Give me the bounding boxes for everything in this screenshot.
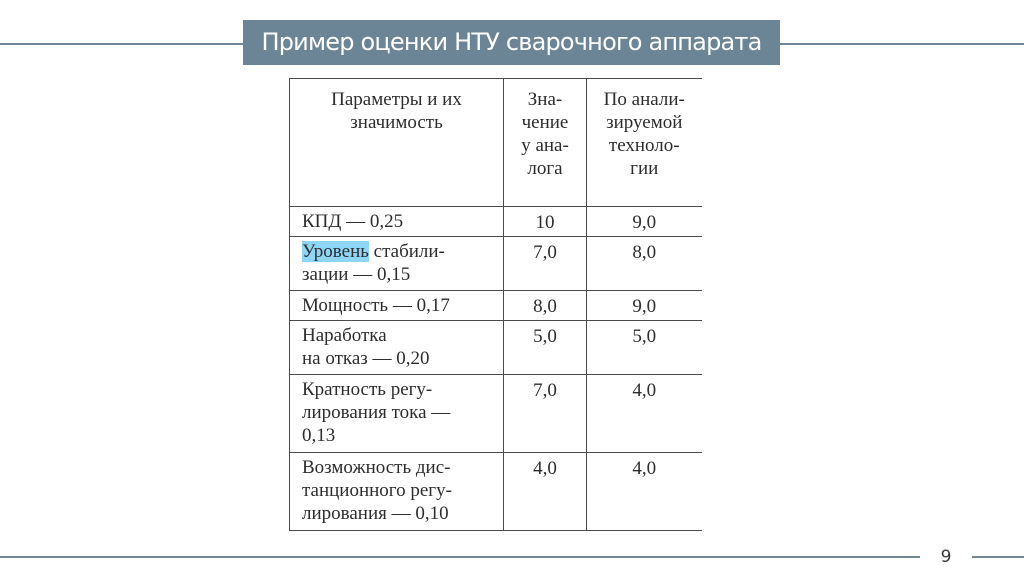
footer-divider-left (0, 556, 920, 558)
param-cell (290, 237, 504, 291)
param-cell: Мощность — 0,17 (290, 291, 504, 321)
footer-divider-right (972, 556, 1024, 558)
analog-value-cell: 5,0 (504, 321, 587, 375)
analyzed-value-cell: 8,0 (587, 237, 702, 291)
analog-value-cell: 8,0 (504, 291, 587, 321)
param-cell: Кратность регу- лирования тока — 0,13 (290, 375, 504, 453)
table-row (290, 375, 702, 453)
analog-value-cell: 10 (504, 207, 587, 237)
param-cell: Наработка на отказ — 0,20 (290, 321, 504, 375)
analog-value-cell: 7,0 (504, 375, 587, 453)
analyzed-value-cell: 4,0 (587, 453, 702, 531)
analyzed-value-cell: 9,0 (587, 291, 702, 321)
table-row (290, 453, 702, 531)
table-row (290, 291, 702, 321)
analog-value-cell: 7,0 (504, 237, 587, 291)
parameters-table-container (289, 78, 701, 530)
analog-value-cell: 4,0 (504, 453, 587, 531)
slide-title: Пример оценки НТУ сварочного аппарата (243, 20, 780, 65)
param-text: стабили- зации — 0,15 (302, 241, 445, 285)
param-cell: КПД — 0,25 (290, 207, 504, 237)
table-header-row (290, 79, 702, 207)
analyzed-value-cell: 5,0 (587, 321, 702, 375)
header-analog-value: Зна- чение у ана- лога (504, 79, 587, 207)
table-row (290, 237, 702, 291)
param-cell: Возможность дис- танционного регу- лирования — 0,10 (290, 453, 504, 531)
table-row (290, 207, 702, 237)
page-number: 9 (940, 547, 952, 567)
header-parameters: Параметры и их значимость (290, 79, 504, 207)
header-analyzed-tech: По анали- зируемой техноло- гии (587, 79, 702, 207)
analyzed-value-cell: 9,0 (587, 207, 702, 237)
table-row (290, 321, 702, 375)
highlighted-text[interactable]: Уровень (302, 241, 369, 262)
analyzed-value-cell: 4,0 (587, 375, 702, 453)
parameters-table (289, 78, 702, 531)
